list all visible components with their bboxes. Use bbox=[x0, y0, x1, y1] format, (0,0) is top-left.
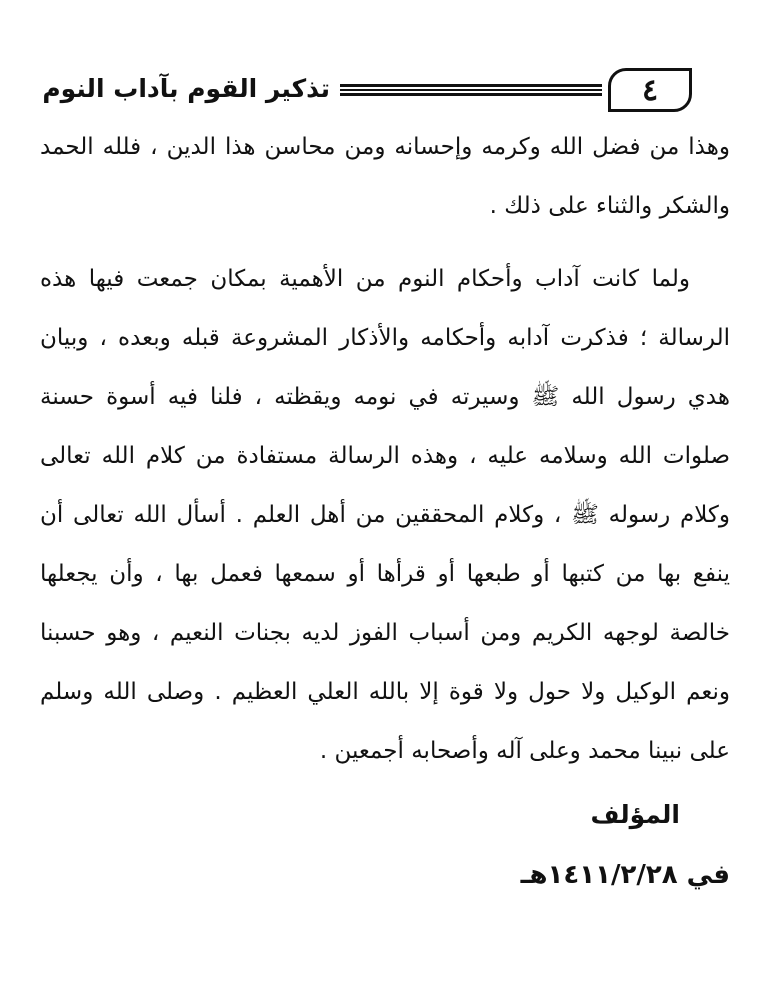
header-rule bbox=[340, 84, 602, 96]
paragraph-1: وهذا من فضل الله وكرمه وإحسانه ومن محاسن هذا الدين ، فلله الحمد والشكر والثناء على ذلك . bbox=[40, 134, 730, 219]
body-text bbox=[40, 118, 730, 781]
paragraph-2: ولما كانت آداب وأحكام النوم من الأهمية بمكان جمعت فيها هذه الرسالة ؛ فذكرت آدابه وأحكامه والأذكار المشروعة قبله وبعده ، وبيان هدي رسول الله ﷺ وسيرته في نومه ويقظته ، فلنا فيه أسوة حسنة صلوات الله وسلامه عليه ، وهذه الرسالة مستفادة من كلام الله تعالى وكلام رسوله ﷺ ، وكلام المحققين من أهل العلم . أسأل الله تعالى أن ينفع بها من كتبها أو طبعها أو قرأها أو سمعها فعمل بها ، وأن يجعلها خالصة لوجهه الكريم ومن أسباب الفوز لديه بجنات النعيم ، وهو حسبنا ونعم الوكيل ولا حول ولا قوة إلا بالله العلي العظيم . وصلى الله وسلم على نبينا محمد وعلى آله وأصحابه أجمعين . bbox=[40, 266, 730, 764]
running-title: تذكير القوم بآداب النوم bbox=[42, 74, 330, 103]
author-signature: المؤلف bbox=[590, 800, 680, 829]
page-number: ٤ bbox=[608, 68, 692, 112]
page-header bbox=[0, 30, 769, 108]
date-line: في ١٤١١/٢/٢٨هـ bbox=[520, 860, 730, 890]
